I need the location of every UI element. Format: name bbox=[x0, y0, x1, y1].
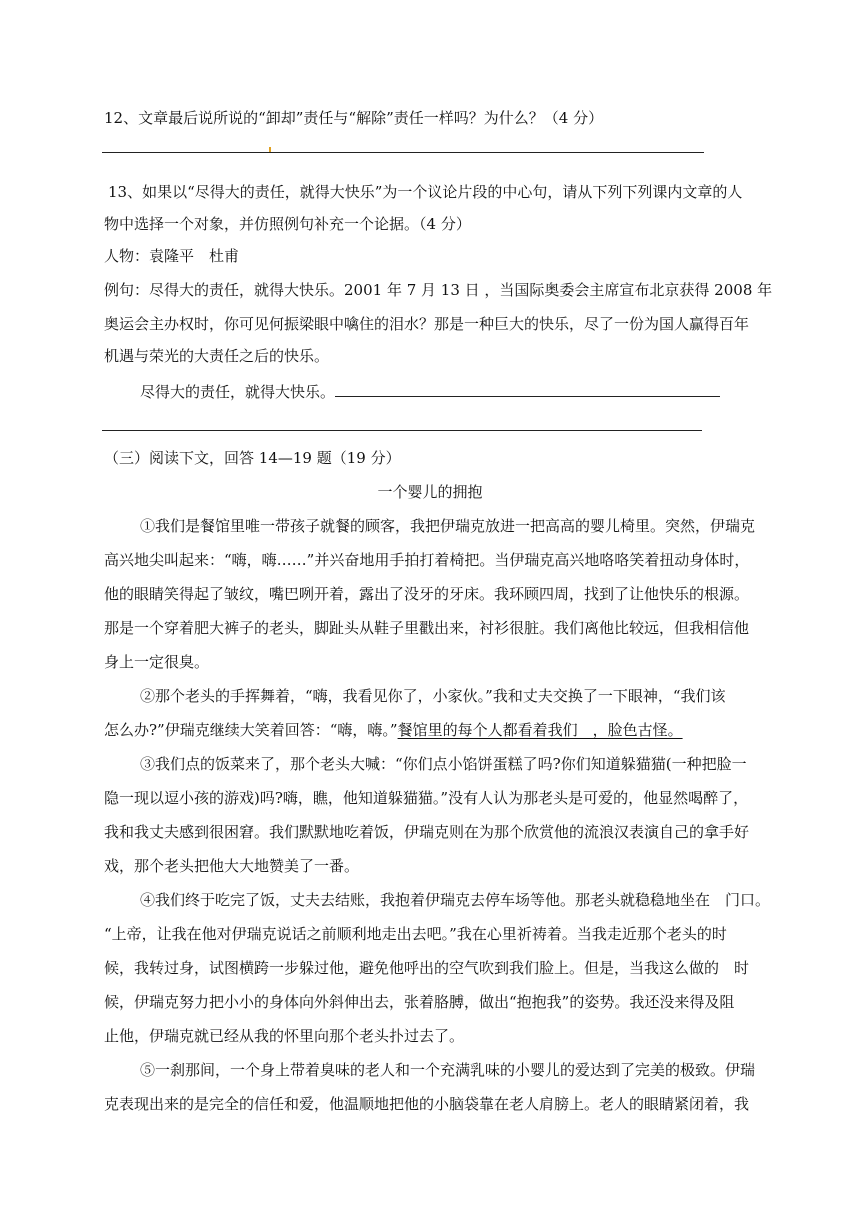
article-line: 候，伊瑞克努力把小小的身体向外斜伸出去，张着胳膊，做出“抱抱我”的姿势。我还没来得及阻 bbox=[104, 993, 735, 1011]
example-line-1: 例句：尽得大的责任，就得大快乐。2001 年 7 月 13 日 ，当国际奥委会主席宣布北京获得 2008 年 bbox=[104, 281, 773, 299]
question-12: 12、文章最后说所说的“卸却”责任与“解除”责任一样吗？为什么？（4 分） bbox=[104, 109, 604, 127]
article-line: 止他，伊瑞克就已经从我的怀里向那个老头扑过去了。 bbox=[104, 1027, 465, 1045]
article-line: 身上一定很臭。 bbox=[104, 653, 210, 671]
article-line-with-underline bbox=[104, 720, 683, 740]
article-text: 怎么办?”伊瑞克继续大笑着回答：“嗨，嗨。” bbox=[104, 721, 398, 739]
section-heading: （三）阅读下文，回答 14—19 题（19 分） bbox=[104, 449, 401, 467]
stray-mark bbox=[269, 147, 271, 152]
answer-prefix: 尽得大的责任，就得大快乐。 bbox=[140, 383, 336, 401]
question-13-line-1: 13、如果以“尽得大的责任，就得大快乐”为一个议论片段的中心句，请从下列下列课内文章的人 bbox=[108, 183, 743, 201]
underlined-sentence: 餐馆里的每个人都看着我们 ，脸色古怪。 bbox=[397, 721, 683, 739]
article-line: ⑤一刹那间，一个身上带着臭味的老人和一个充满乳味的小婴儿的爱达到了完美的极致。伊瑞 bbox=[140, 1061, 756, 1079]
question-13-line-2: 物中选择一个对象，并仿照例句补充一个论据。（4 分） bbox=[104, 215, 471, 233]
article-line: ②那个老头的手挥舞着，“嗨，我看见你了，小家伙。”我和丈夫交换了一下眼神，“我们该 bbox=[140, 687, 726, 705]
article-line: 我和我丈夫感到很困窘。我们默默地吃着饭，伊瑞克则在为那个欣赏他的流浪汉表演自己的拿手好 bbox=[104, 823, 750, 841]
article-title: 一个婴儿的拥抱 bbox=[377, 483, 483, 501]
article-line: 那是一个穿着肥大裤子的老头，脚趾头从鞋子里戳出来，衬衫很脏。我们离他比较远，但我相信他 bbox=[104, 619, 750, 637]
article-line: 克表现出来的是完全的信任和爱，他温顺地把他的小脑袋靠在老人肩膀上。老人的眼睛紧闭着，我 bbox=[104, 1095, 750, 1113]
article-line: ④我们终于吃完了饭，丈夫去结账，我抱着伊瑞克去停车场等他。那老头就稳稳地坐在 门口。 bbox=[140, 891, 771, 909]
article-line: 高兴地尖叫起来：“嗨，嗨……”并兴奋地用手拍打着椅把。当伊瑞克高兴地咯咯笑着扭动身体时， bbox=[104, 551, 750, 569]
answer-line-q12[interactable] bbox=[102, 152, 704, 153]
answer-prompt-q13 bbox=[140, 382, 720, 402]
article-line: ①我们是餐馆里唯一带孩子就餐的顾客，我把伊瑞克放进一把高高的婴儿椅里。突然，伊瑞克 bbox=[140, 517, 756, 535]
article-line: 他的眼睛笑得起了皱纹，嘴巴咧开着，露出了没牙的牙床。我环顾四周，找到了让他快乐的根源。 bbox=[104, 585, 750, 603]
article-line: “上帝，让我在他对伊瑞克说话之前顺利地走出去吧。”我在心里祈祷着。当我走近那个老头的时 bbox=[104, 925, 727, 943]
article-line: 隐一现以逗小孩的游戏)吗?嗨，瞧，他知道躲猫猫。”没有人认为那老头是可爱的，他显然喝醉了， bbox=[104, 789, 749, 807]
example-line-2: 奥运会主办权时，你可见何振梁眼中噙住的泪水？那是一种巨大的快乐，尽了一份为国人赢得百年 bbox=[104, 315, 750, 333]
article-line: 戏，那个老头把他大大地赞美了一番。 bbox=[104, 857, 360, 875]
article-line: ③我们点的饭菜来了，那个老头大喊：“你们点小馅饼蛋糕了吗?你们知道躲猫猫(一种把脸一 bbox=[140, 755, 747, 773]
article-line: 候，我转过身，试图横跨一步躲过他，避免他呼出的空气吹到我们脸上。但是，当我这么做的 时 bbox=[104, 959, 750, 977]
people-options: 人物：袁隆平 杜甫 bbox=[104, 247, 240, 265]
answer-line-q13[interactable] bbox=[102, 430, 702, 431]
example-line-3: 机遇与荣光的大责任之后的快乐。 bbox=[104, 347, 330, 365]
answer-blank-q13[interactable] bbox=[335, 384, 720, 397]
